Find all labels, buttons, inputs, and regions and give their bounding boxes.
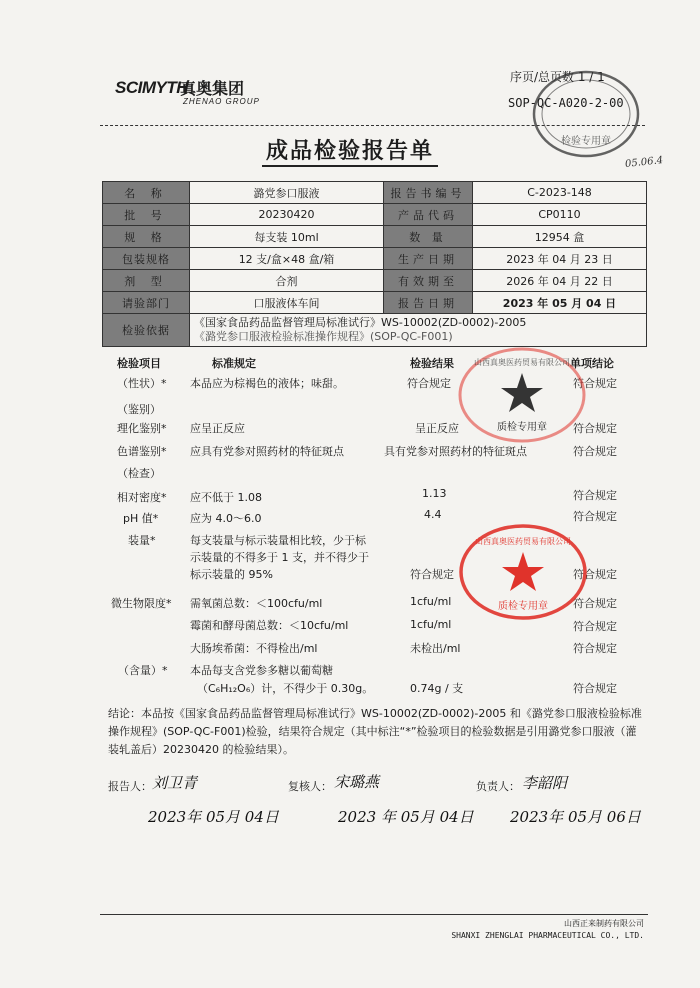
product-code-label: 产品代码 bbox=[384, 204, 473, 226]
page-title: 成品检验报告单 bbox=[0, 134, 700, 165]
report-no: C-2023-148 bbox=[473, 182, 647, 204]
row-result: 1cfu/ml bbox=[410, 595, 452, 608]
col-result: 检验结果 bbox=[410, 357, 454, 370]
reporter-label: 报告人： bbox=[108, 780, 152, 793]
product-name: 潞党参口服液 bbox=[190, 182, 384, 204]
col-conclusion: 单项结论 bbox=[570, 357, 614, 370]
row-standard-line: 标示装量的 95% bbox=[190, 568, 273, 581]
row-standard: 应不低于 1.08 bbox=[190, 491, 262, 504]
section-check: （检查） bbox=[117, 467, 161, 480]
row-conclusion: 符合规定 bbox=[573, 620, 617, 633]
conclusion-text: 结论：本品按《国家食品药品监督管理局标准试行》WS-10002(ZD-0002)-2005 和《潞党参口服液检验标准操作规程》(SOP-QC-F001)检验，结果符合规定（其中标注“*”检验项目的检验数据是引用潞党参口服液（灌装轧盖后）20230420 的检验结果）。 bbox=[108, 707, 642, 756]
logo-chinese-name: 真奥集团 bbox=[180, 79, 245, 98]
row-item: 色谱鉴别* bbox=[117, 445, 167, 458]
form-label: 剂 型 bbox=[103, 270, 190, 292]
seal-label: 质检专用章 bbox=[498, 601, 548, 612]
manager-date: 2023年 05月 06日 bbox=[510, 808, 641, 826]
document-number: SOP-QC-A020-2-00 bbox=[508, 96, 624, 110]
row-standard-line: 每支装量与标示装量相比较，少于标 bbox=[190, 534, 366, 547]
reporter-signature: 刘卫青 bbox=[152, 774, 198, 792]
row-conclusion: 符合规定 bbox=[573, 642, 617, 655]
reporter-date: 2023年 05月 04日 bbox=[148, 808, 279, 826]
col-item: 检验项目 bbox=[117, 357, 161, 370]
dept-label: 请验部门 bbox=[103, 292, 190, 314]
basis-line-2: 《潞党参口服液检验标准操作规程》(SOP-QC-F001) bbox=[194, 330, 453, 343]
row-item: （性状）* bbox=[117, 377, 167, 390]
product-info-table bbox=[102, 181, 647, 347]
row-result: 具有党参对照药材的特征斑点 bbox=[384, 445, 527, 458]
row-standard-line: 本品每支含党参多糖以葡萄糖 bbox=[190, 664, 333, 677]
package-spec: 12 支/盒×48 盒/箱 bbox=[190, 248, 384, 270]
manager-signature: 李韶阳 bbox=[522, 774, 568, 792]
row-conclusion: 符合规定 bbox=[573, 682, 617, 695]
row-conclusion: 符合规定 bbox=[573, 510, 617, 523]
batch-number: 20230420 bbox=[190, 204, 384, 226]
row-item: 微生物限度* bbox=[111, 597, 172, 610]
row-item: 相对密度* bbox=[117, 491, 167, 504]
seal-company-text: 山西真奥医药贸易有限公司 bbox=[474, 358, 570, 367]
company-logo: SCIMYTH bbox=[115, 78, 188, 97]
mfg-date: 2023 年 04 月 23 日 bbox=[473, 248, 647, 270]
report-date: 2023 年 05 月 04 日 bbox=[473, 292, 647, 314]
row-result: 4.4 bbox=[424, 508, 442, 521]
pack-label: 包装规格 bbox=[103, 248, 190, 270]
row-conclusion: 符合规定 bbox=[573, 422, 617, 435]
company-seal-red bbox=[457, 522, 589, 622]
col-standard: 标准规定 bbox=[212, 357, 256, 370]
row-result: 符合规定 bbox=[407, 377, 451, 390]
manager-label: 负责人： bbox=[476, 780, 520, 793]
reviewer-date: 2023 年 05月 04日 bbox=[338, 808, 474, 826]
quantity-label: 数 量 bbox=[384, 226, 473, 248]
row-result: 未检出/ml bbox=[410, 642, 461, 655]
row-standard-line: 示装量的不得多于 1 支，并不得少于 bbox=[190, 551, 369, 564]
footer-company-cn: 山西正来制药有限公司 bbox=[564, 919, 644, 928]
basis-line-1: 《国家食品药品监督管理局标准试行》WS-10002(ZD-0002)-2005 bbox=[194, 316, 527, 329]
inspection-basis bbox=[190, 314, 647, 347]
report-date-label: 报告日期 bbox=[384, 292, 473, 314]
reviewer-signature: 宋璐燕 bbox=[334, 773, 380, 791]
report-no-label: 报告书编号 bbox=[384, 182, 473, 204]
row-standard: 霉菌和酵母菌总数：＜10cfu/ml bbox=[190, 619, 349, 632]
row-conclusion: 符合规定 bbox=[573, 597, 617, 610]
row-result: 1cfu/ml bbox=[410, 618, 452, 631]
logo-english-name: ZHENAO GROUP bbox=[183, 97, 260, 106]
expiry-date: 2026 年 04 月 22 日 bbox=[473, 270, 647, 292]
company-seal-red bbox=[456, 345, 588, 445]
row-standard-line: （C₆H₁₂O₆）计，不得少于 0.30g。 bbox=[197, 682, 374, 695]
handwritten-note: 05.06.4 bbox=[624, 155, 664, 170]
row-standard: 大肠埃希菌：不得检出/ml bbox=[190, 642, 318, 655]
seal-label: 质检专用章 bbox=[497, 422, 547, 433]
reviewer-label: 复核人： bbox=[288, 780, 332, 793]
expiry-label: 有效期至 bbox=[384, 270, 473, 292]
row-conclusion: 符合规定 bbox=[573, 489, 617, 502]
batch-label: 批 号 bbox=[103, 204, 190, 226]
dosage-form: 合剂 bbox=[190, 270, 384, 292]
page-count: 序页/总页数 1 / 1 bbox=[510, 70, 605, 84]
row-item: pH 值* bbox=[123, 512, 159, 525]
specification: 每支装 10ml bbox=[190, 226, 384, 248]
row-conclusion: 符合规定 bbox=[573, 445, 617, 458]
row-standard: 本品应为棕褐色的液体；味甜。 bbox=[190, 377, 344, 390]
row-result: 符合规定 bbox=[410, 568, 454, 581]
footer-company-en: SHANXI ZHENGLAI PHARMACEUTICAL CO., LTD. bbox=[451, 931, 644, 940]
row-item: 理化鉴别* bbox=[117, 422, 167, 435]
name-label: 名 称 bbox=[103, 182, 190, 204]
row-standard: 应呈正反应 bbox=[190, 422, 245, 435]
product-code: CP0110 bbox=[473, 204, 647, 226]
row-conclusion: 符合规定 bbox=[573, 377, 617, 390]
row-item: 装量* bbox=[128, 534, 156, 547]
section-identify: （鉴别） bbox=[117, 403, 161, 416]
row-result: 0.74g / 支 bbox=[410, 682, 464, 695]
row-result: 呈正反应 bbox=[415, 422, 459, 435]
stamp-label: 检验专用章 bbox=[561, 136, 611, 147]
row-standard: 应具有党参对照药材的特征斑点 bbox=[190, 445, 344, 458]
row-result: 1.13 bbox=[422, 487, 447, 500]
basis-label: 检验依据 bbox=[103, 314, 190, 347]
quantity: 12954 盒 bbox=[473, 226, 647, 248]
seal-company-text: 山西真奥医药贸易有限公司 bbox=[475, 537, 571, 546]
row-conclusion: 符合规定 bbox=[573, 568, 617, 581]
mfg-date-label: 生产日期 bbox=[384, 248, 473, 270]
spec-label: 规 格 bbox=[103, 226, 190, 248]
footer-divider bbox=[100, 914, 648, 915]
row-standard: 应为 4.0～6.0 bbox=[190, 512, 262, 525]
row-item: （含量）* bbox=[118, 664, 168, 677]
department: 口服液体车间 bbox=[190, 292, 384, 314]
row-standard: 需氧菌总数：＜100cfu/ml bbox=[190, 597, 323, 610]
